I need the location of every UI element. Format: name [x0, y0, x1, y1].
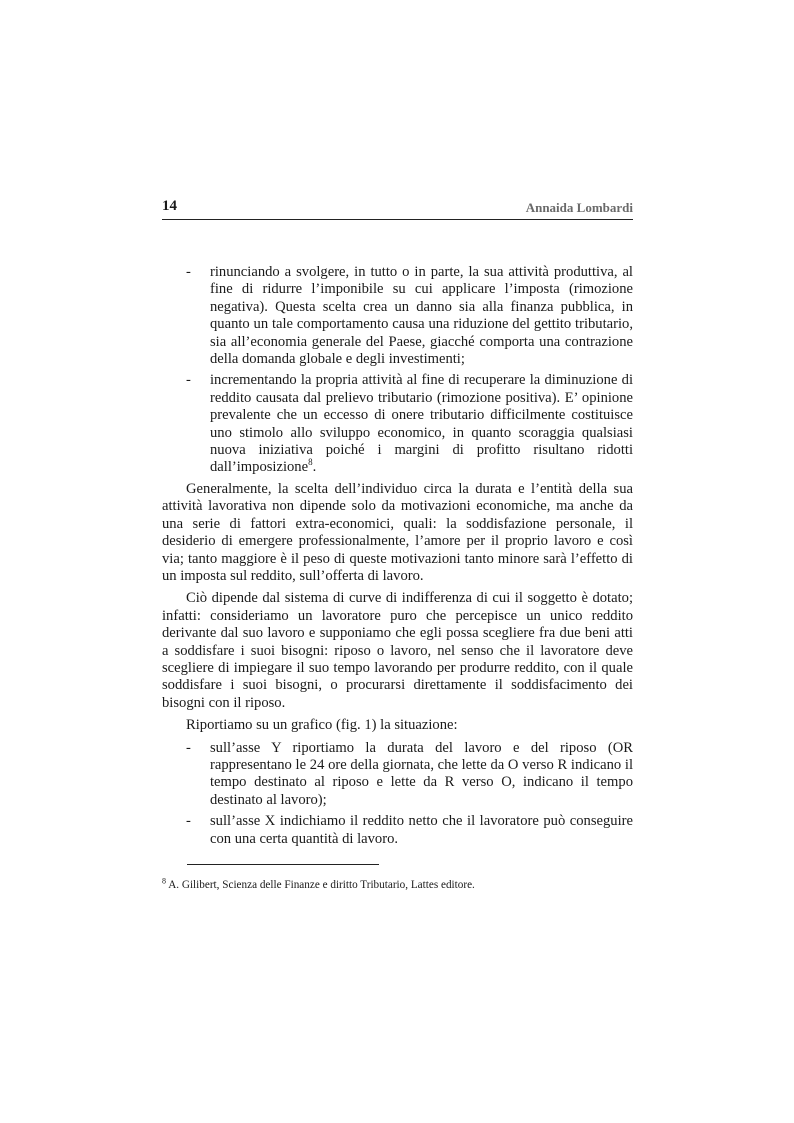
- body-text: [162, 264, 633, 852]
- list-item-text: sull’asse X indichiamo il reddito netto che il lavoratore può conseguire con una certa quantità di lavoro.: [210, 813, 633, 847]
- footnote: [162, 878, 633, 892]
- page-number: 14: [162, 198, 177, 214]
- footnote-ref[interactable]: 8: [308, 457, 313, 468]
- list-item: [162, 740, 633, 810]
- footnote-rule: [187, 864, 379, 865]
- bullet-dash: -: [186, 372, 191, 389]
- list-item: [162, 372, 633, 476]
- bullet-dash: -: [186, 813, 191, 830]
- paragraph: Riportiamo su un grafico (fig. 1) la situazione:: [186, 717, 458, 734]
- page-header: [162, 197, 633, 220]
- footnote-text: A. Gilibert, Scienza delle Finanze e diritto Tributario, Lattes editore.: [168, 879, 475, 891]
- bullet-dash: -: [186, 264, 191, 280]
- running-head: Annaida Lombardi: [525, 200, 633, 215]
- list-item-tail: .: [312, 459, 317, 476]
- bullet-list-top: [162, 264, 633, 477]
- list-item: [162, 264, 633, 368]
- list-item: [162, 813, 633, 848]
- list-item-text: rinunciando a svolgere, in tutto o in parte, la sua attività produttiva, al fine di ridurre l’imponibile su cui applicare l’imposta (rimozione negativa). Questa scelta crea un danno sia alla finanza pubblica, in quanto un tale comportamento causa una riduzione del gettito tributario, sia all’economia generale del Paese, giacché comporta una contrazione della domanda globale e degli investimenti;: [210, 264, 633, 368]
- bullet-dash: -: [186, 739, 191, 756]
- paragraph: Generalmente, la scelta dell’individuo circa la durata e l’entità della sua attività lavorativa non dipende solo da motivazioni economiche, ma anche da una serie di fattori extra-economici, quali: la soddisfazione personale, il desiderio di emergere professionalmente, l’amore per il proprio lavoro e così via; tanto maggiore è il peso di queste motivazioni tanto minore sarà l’effetto di un imposta sul reddito, sull’offerta di lavoro.: [162, 480, 633, 584]
- footnote-number: 8: [162, 876, 166, 886]
- list-item-text: incrementando la propria attività al fine di recuperare la diminuzione di reddito causata dal prelievo tributario (rimozione positiva). E’ opinione prevalente che un eccesso di onere tributario difficilmente costituisce uno stimolo allo sviluppo economico, in quanto scoraggia qualsiasi nuova iniziativa poiché i margini di profitto risultano ridotti dall’imposizione: [210, 372, 633, 476]
- bullet-list-bottom: [162, 740, 633, 848]
- list-item-text: sull’asse Y riportiamo la durata del lavoro e del riposo (OR rappresentano le 24 ore della giornata, che lette da O verso R indicano il tempo destinato al riposo e lette da R verso O, indicano il tempo destinato al lavoro);: [210, 739, 633, 808]
- paragraph: Ciò dipende dal sistema di curve di indifferenza di cui il soggetto è dotato; infatti: consideriamo un lavoratore puro che percepisce un unico reddito derivante dal suo lavoro e supponiamo che egli possa scegliere fra due beni atti a soddisfare i suoi bisogni: riposo o lavoro, nel senso che il lavoratore deve scegliere di impiegare il suo tempo lavorando per produrre reddito, con il quale soddisfare i suoi bisogni, o procurarsi direttamente il soddisfacimento dei bisogni con il riposo.: [162, 590, 633, 711]
